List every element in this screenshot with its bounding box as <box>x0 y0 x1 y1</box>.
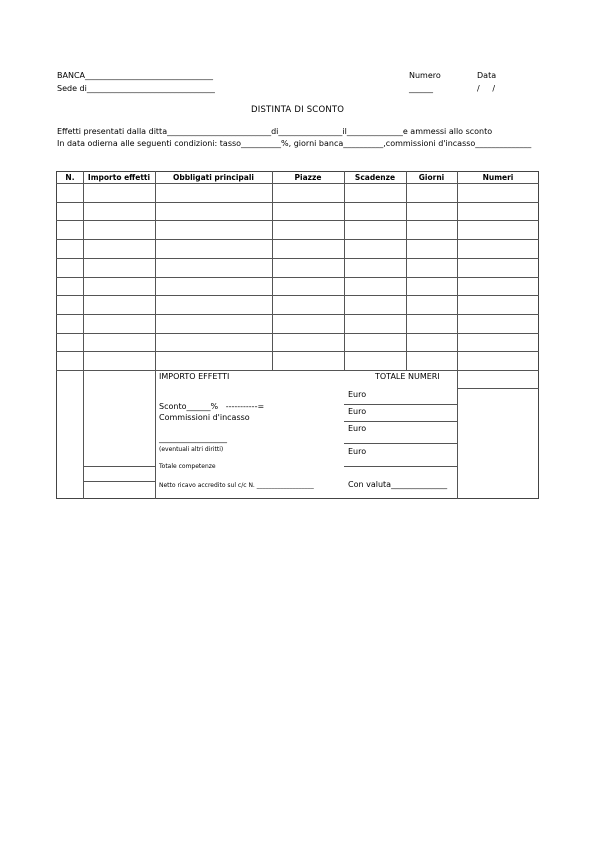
blank-fee-line: _________________ <box>159 434 227 443</box>
bank-name-field: BANCA________________________________ <box>57 71 214 80</box>
date-label: Data <box>477 71 497 80</box>
table-row-divider <box>56 258 539 259</box>
column-header-amount: Importo effetti <box>87 173 151 182</box>
euro-line-1 <box>344 404 457 405</box>
column-header-numbers: Numeri <box>482 173 514 182</box>
total-numbers-box-bottom <box>457 388 539 389</box>
table-row-divider <box>56 333 539 334</box>
column-header-obligors: Obbligati principali <box>172 173 255 182</box>
euro-label-4: Euro <box>348 447 367 456</box>
table-row-divider <box>56 277 539 278</box>
table-row-divider <box>56 314 539 315</box>
column-header-days: Giorni <box>418 173 445 182</box>
euro-label-1: Euro <box>348 390 367 399</box>
column-header-places: Piazze <box>294 173 322 182</box>
summary-mid-divider <box>155 370 156 499</box>
summary-small-divider <box>83 481 155 482</box>
euro-label-3: Euro <box>348 424 367 433</box>
number-label: Numero <box>409 71 441 80</box>
column-header-due-dates: Scadenze <box>354 173 396 182</box>
net-proceeds-line: Netto ricavo accredito sul c/c N. ___________________ <box>159 482 314 489</box>
table-row-divider <box>56 351 539 352</box>
intro-line-1: Effetti presentati dalla ditta__________________________di________________il______________e ammessi allo sconto <box>57 127 493 136</box>
summary-right-divider <box>457 370 458 499</box>
euro-label-2: Euro <box>348 407 367 416</box>
number-blank: ______ <box>409 84 433 93</box>
intro-line-2: In data odierna alle seguenti condizioni: tasso__________%, giorni banca__________,commissioni d'incasso______________ <box>57 139 532 148</box>
column-divider <box>83 171 84 370</box>
header-divider <box>56 183 539 184</box>
column-divider <box>272 171 273 370</box>
other-fees-note: (eventuali altri diritti) <box>159 446 224 453</box>
total-charges-label: Totale competenze <box>159 463 216 470</box>
document-title: DISTINTA DI SCONTO <box>251 105 345 115</box>
value-date-line: Con valuta______________ <box>348 480 448 489</box>
bank-branch-field: Sede di________________________________ <box>57 84 215 93</box>
column-divider <box>344 171 345 370</box>
table-row-divider <box>56 220 539 221</box>
table-row-divider <box>56 239 539 240</box>
euro-line-3 <box>344 443 457 444</box>
date-blank: / / <box>477 84 496 93</box>
euro-line-4 <box>344 466 457 467</box>
table-row-divider <box>56 295 539 296</box>
table-row-divider <box>56 202 539 203</box>
collection-fees-label: Commissioni d'incasso <box>159 413 250 422</box>
euro-line-2 <box>344 421 457 422</box>
total-numbers-label: TOTALE NUMERI <box>375 372 440 381</box>
total-amount-label: IMPORTO EFFETTI <box>159 372 230 381</box>
column-divider <box>155 171 156 370</box>
summary-left-divider <box>83 370 84 499</box>
column-header-number: N. <box>65 173 75 182</box>
column-divider <box>457 171 458 370</box>
summary-small-divider <box>83 466 155 467</box>
column-divider <box>406 171 407 370</box>
discount-line: Sconto______% -----------= <box>159 402 265 411</box>
summary-top-divider <box>56 370 539 371</box>
